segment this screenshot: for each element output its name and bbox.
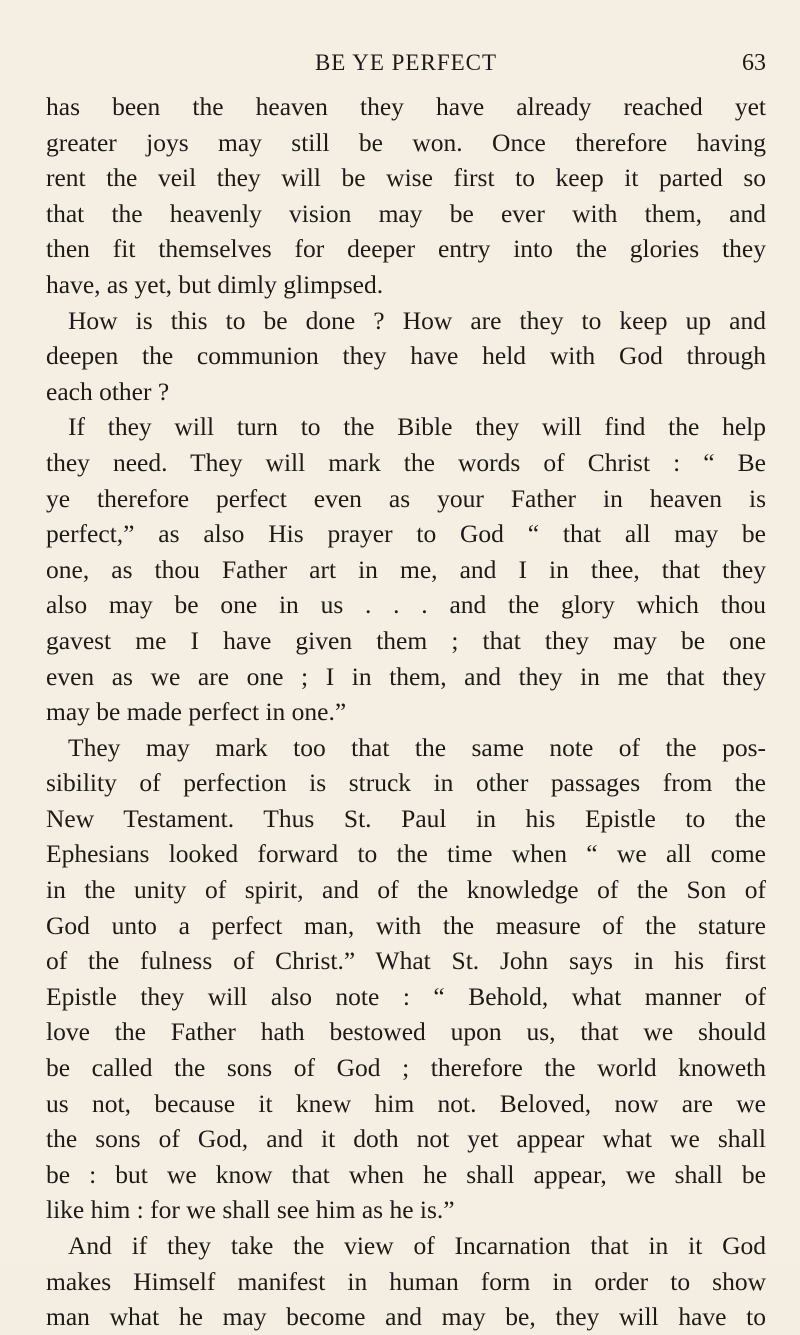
text-line: each other ? — [46, 376, 170, 406]
text-line: us not, because it knew him not. Beloved, now are we — [46, 1088, 766, 1118]
text-line: sibility of perfection is struck in other passages from the — [46, 768, 766, 798]
text-line: gavest me I have given them ; that they may be one — [46, 625, 766, 655]
text-line: also may be one in us . . . and the glory which thou — [46, 590, 766, 620]
text-line: New Testament. Thus St. Paul in his Epistle to the — [46, 803, 766, 833]
text-line: be : but we know that when he shall appear, we shall be — [46, 1159, 766, 1189]
text-line: the sons of God, and it doth not yet appear what we shall — [46, 1124, 766, 1154]
text-line: rent the veil they will be wise first to keep it parted so — [46, 163, 766, 193]
page-number: 63 — [742, 50, 766, 76]
text-line: ye therefore perfect even as your Father in heaven is — [46, 483, 766, 513]
running-title: BE YE PERFECT — [314, 50, 498, 75]
text-line: greater joys may still be won. Once therefore having — [46, 127, 766, 157]
text-line: that the heavenly vision may be ever with them, and — [46, 198, 766, 228]
text-line: they need. They will mark the words of Christ : “ Be — [46, 447, 766, 477]
text-line: one, as thou Father art in me, and I in thee, that they — [46, 554, 766, 584]
text-line: They may mark too that the same note of the pos- — [68, 732, 766, 762]
page-header — [46, 50, 766, 84]
text-line: deepen the communion they have held with God through — [46, 341, 766, 371]
text-line: And if they take the view of Incarnation that in it God — [68, 1231, 766, 1260]
text-line: even as we are one ; I in them, and they in me that they — [46, 661, 766, 691]
text-line: then fit themselves for deeper entry into the glories they — [46, 234, 766, 264]
text-line: man what he may become and may be, they will have to — [46, 1302, 766, 1332]
text-line: Epistle they will also note : “ Behold, what manner of — [46, 981, 766, 1011]
text-line: may be made perfect in one.” — [46, 697, 347, 727]
text-line: makes Himself manifest in human form in order to show — [46, 1266, 766, 1296]
text-line: perfect,” as also His prayer to God “ that all may be — [46, 519, 766, 549]
text-line: love the Father hath bestowed upon us, that we should — [46, 1017, 766, 1047]
text-line: be called the sons of God ; therefore the world knoweth — [46, 1053, 766, 1083]
body-text — [46, 89, 766, 1335]
text-line: in the unity of spirit, and of the knowledge of the Son of — [46, 875, 766, 905]
text-line: Ephesians looked forward to the time when “ we all come — [46, 839, 766, 869]
text-line: of the fulness of Christ.” What St. John says in his first — [46, 946, 766, 976]
text-line: God unto a perfect man, with the measure of the stature — [46, 910, 766, 940]
text-line: has been the heaven they have already reached yet — [46, 92, 766, 121]
text-line: If they will turn to the Bible they will find the help — [68, 412, 766, 442]
text-line: have, as yet, but dimly glimpsed. — [46, 269, 384, 299]
text-line: How is this to be done ? How are they to keep up and — [68, 305, 766, 335]
text-line: like him : for we shall see him as he is.” — [46, 1195, 455, 1225]
